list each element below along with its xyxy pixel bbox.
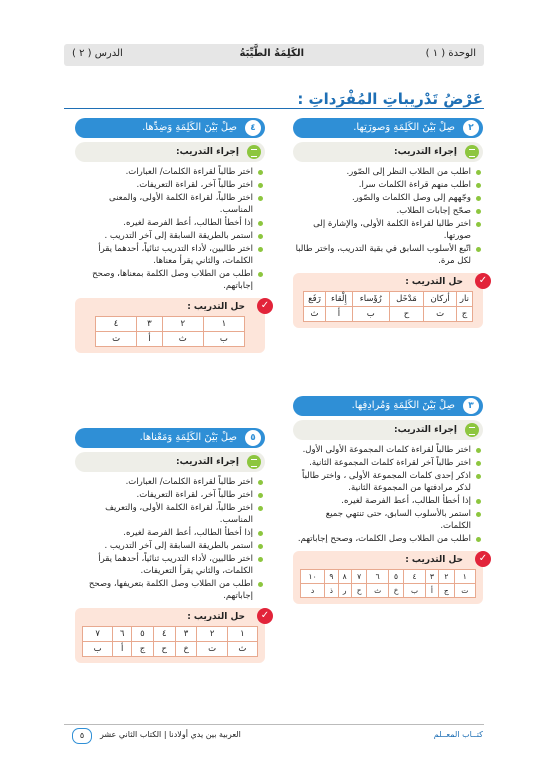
letter-cell: ر [338, 584, 351, 598]
step-item: اطلب منهم قراءة الكلمات سرا. [293, 179, 471, 191]
letter-cell: ب [404, 584, 425, 598]
unit-label: الوحدة ( ١ ) [425, 48, 476, 59]
step-item: اختر طالباً لقراءة الكلمات/ العبارات. [75, 166, 253, 178]
letter-cell: د [301, 584, 325, 598]
number-cell: ٧ [83, 627, 113, 642]
number-cell: ١ [227, 627, 257, 642]
exercise-4 [75, 118, 270, 353]
steps-list [293, 444, 483, 545]
solution-label: حل التدريب : [405, 555, 463, 565]
header-bar [64, 44, 484, 66]
exercise-header [75, 428, 265, 448]
number-cell: ٥ [388, 570, 404, 584]
step-item: اختر طالباً آخر، لقراءة التعريفات. [75, 179, 253, 191]
footer-series-title: العربية بين يدي أولادنا | الكتاب الثاني عشر [100, 730, 241, 739]
letter-cell: ح [351, 584, 367, 598]
solution-label: حل التدريب : [187, 302, 245, 312]
letter-cell: ت [197, 642, 227, 657]
letter-cell: ح [153, 642, 175, 657]
exercise-number: ٢ [463, 120, 479, 136]
check-icon: ✓ [257, 298, 273, 314]
number-cell: ٢ [162, 317, 203, 332]
number-cell: ٤ [153, 627, 175, 642]
letter-cell: ت [454, 584, 475, 598]
procedure-label: إجراء التدريب: [393, 147, 457, 157]
number-cell: ١٠ [301, 570, 325, 584]
step-item: اطلب من الطلاب وصل الكلمة بتعريفها، وصحح إجاباتهم. [75, 578, 253, 602]
step-item: إذا أخطأ الطالب، أعط الفرصة لغيره. [293, 495, 471, 507]
check-icon: ✓ [475, 551, 491, 567]
footer-divider [64, 724, 484, 725]
step-item: استمر بالطريقة السابقة إلى آخر التدريب . [75, 540, 253, 552]
word-cell: إِلْقاء [325, 292, 352, 307]
letter-cell: ح [389, 307, 424, 322]
solution-label: حل التدريب : [187, 612, 245, 622]
number-cell: ٨ [338, 570, 351, 584]
number-cell: ٢ [439, 570, 455, 584]
word-cell: نار [456, 292, 472, 307]
lesson-title: الكَلِمَةُ الطَّيِّبَةُ [239, 48, 304, 59]
letter-cell: خ [175, 642, 197, 657]
number-cell: ٦ [367, 570, 388, 584]
solution-box [293, 273, 488, 328]
step-item: اختر طالبا لقراءة الكلمة الأولى، والإشارة إلى صورتها. [293, 218, 471, 242]
exercise-number: ٣ [463, 398, 479, 414]
number-cell: ٦ [113, 627, 132, 642]
letter-cell: ت [96, 332, 137, 347]
letter-cell: ذ [325, 584, 338, 598]
letter-cell: أ [137, 332, 162, 347]
exercise-number: ٤ [245, 120, 261, 136]
check-icon: ✓ [257, 608, 273, 624]
step-item: إذا أخطأ الطالب، أعط الفرصة لغيره. [75, 217, 253, 229]
number-cell: ٤ [96, 317, 137, 332]
step-item: وجّههم إلى وصل الكلمات والصّور. [293, 192, 471, 204]
step-item: استمر بالأسلوب السابق، حتى تنتهي جميع الكلمات. [293, 508, 471, 532]
letter-cell: ب [83, 642, 113, 657]
step-item: اختر طالباً لقراءة الكلمات/ العبارات. [75, 476, 253, 488]
procedure-header [75, 452, 265, 472]
number-cell: ٩ [325, 570, 338, 584]
step-item: اطلب من الطلاب النظر إلى الصّور. [293, 166, 471, 178]
procedure-header [75, 142, 265, 162]
letter-cell: خ [388, 584, 404, 598]
procedure-label: إجراء التدريب: [393, 425, 457, 435]
number-cell: ٣ [425, 570, 438, 584]
letter-cell: ج [456, 307, 472, 322]
letter-cell: ث [304, 307, 326, 322]
procedure-header [293, 142, 483, 162]
step-item: اختر طالباً آخر لقراءة كلمات المجموعة الثانية. [293, 457, 471, 469]
steps-list [293, 166, 483, 267]
step-item: صحّح إجابات الطلاب. [293, 205, 471, 217]
step-item: اختر طالباً، لقراءة الكلمة الأولى، والتعريف المناسب. [75, 502, 253, 526]
exercise-title: صِلْ بَيْنَ الكَلِمَةِ وَصورَتِها. [353, 122, 455, 133]
answer-table [303, 291, 473, 322]
step-item: اختر طالباً، لقراءة الكلمة الأولى، والمعنى المناسب. [75, 192, 253, 216]
procedure-label: إجراء التدريب: [175, 147, 239, 157]
word-cell: أركان [424, 292, 457, 307]
section-title: عَرْضُ تَدْريباتِ المُفْرَداتِ : [297, 90, 483, 108]
number-cell: ٤ [404, 570, 425, 584]
page-number: ٥ [72, 728, 92, 744]
lesson-label: الدرس ( ٢ ) [72, 48, 123, 59]
step-item: اطلب من الطلاب وصل الكلمات، وصحح إجاباتهم. [293, 533, 471, 545]
letter-cell: ج [439, 584, 455, 598]
list-icon [247, 455, 261, 469]
number-cell: ٣ [175, 627, 197, 642]
exercise-title: صِلْ بَيْنَ الكَلِمَةِ وَمُرادِفِها. [351, 400, 455, 411]
step-item: اتّبع الأسلوب السابق في بقية التدريب، واختر طالبا لكل مرة. [293, 243, 471, 267]
exercise-header [293, 118, 483, 138]
letter-cell: ث [367, 584, 388, 598]
list-icon [465, 145, 479, 159]
answer-table [95, 316, 245, 347]
step-item: إذا أخطأ الطالب، أعط الفرصة لغيره. [75, 527, 253, 539]
number-cell: ١ [203, 317, 244, 332]
number-cell: ١ [454, 570, 475, 584]
exercise-header [293, 396, 483, 416]
step-item: اختر طالباً لقراءة كلمات المجموعة الأولى الأول. [293, 444, 471, 456]
exercise-number: ٥ [245, 430, 261, 446]
solution-box [75, 608, 270, 663]
solution-box [293, 551, 488, 604]
step-item: اختر طالباً آخر، لقراءة التعريفات. [75, 489, 253, 501]
letter-cell: أ [425, 584, 438, 598]
footer-book-title: كتــاب المعــلم [433, 730, 483, 739]
solution-box [75, 298, 270, 353]
number-cell: ٥ [132, 627, 154, 642]
list-icon [465, 423, 479, 437]
word-cell: مَدْخَل [389, 292, 424, 307]
procedure-header [293, 420, 483, 440]
step-item: اذكر إحدى كلمات المجموعة الأولى ، واختر طالباً لذكر مرادفتها من المجموعة الثانية. [293, 470, 471, 494]
steps-list [75, 476, 265, 602]
answer-table [300, 569, 476, 598]
exercise-2 [293, 118, 488, 328]
solution-label: حل التدريب : [405, 277, 463, 287]
exercise-title: صِلْ بَيْنَ الكَلِمَةِ وَضِدِّها. [142, 122, 237, 133]
word-cell: رُؤَساء [352, 292, 389, 307]
letter-cell: ب [352, 307, 389, 322]
letter-cell: ث [162, 332, 203, 347]
procedure-label: إجراء التدريب: [175, 457, 239, 467]
check-icon: ✓ [475, 273, 491, 289]
answer-table [82, 626, 258, 657]
letter-cell: ج [132, 642, 154, 657]
exercise-3 [293, 396, 488, 604]
letter-cell: أ [113, 642, 132, 657]
number-cell: ٣ [137, 317, 162, 332]
step-item: اختر طالبين، لأداء التدريب ثنائياً، أحدهما يقرأ الكلمات، والثاني يقرأ معناها. [75, 243, 253, 267]
letter-cell: ت [424, 307, 457, 322]
section-divider [64, 108, 484, 109]
number-cell: ٢ [197, 627, 227, 642]
step-item: استمر بالطريقة السابقة إلى آخر التدريب . [75, 230, 253, 242]
step-item: اختر طالبين، لأداء التدريب ثنائياً، أحدهما يقرأ الكلمات، والثاني يقرأ التعريفات. [75, 553, 253, 577]
letter-cell: ث [227, 642, 257, 657]
exercise-5 [75, 428, 270, 663]
exercise-header [75, 118, 265, 138]
number-cell: ٧ [351, 570, 367, 584]
list-icon [247, 145, 261, 159]
exercise-title: صِلْ بَيْنَ الكَلِمَةِ وَمَعْناها. [139, 432, 237, 443]
word-cell: رَفَع [304, 292, 326, 307]
steps-list [75, 166, 265, 292]
step-item: اطلب من الطلاب وصل الكلمة بمعناها، وصحح إجاباتهم. [75, 268, 253, 292]
letter-cell: أ [325, 307, 352, 322]
letter-cell: ب [203, 332, 244, 347]
